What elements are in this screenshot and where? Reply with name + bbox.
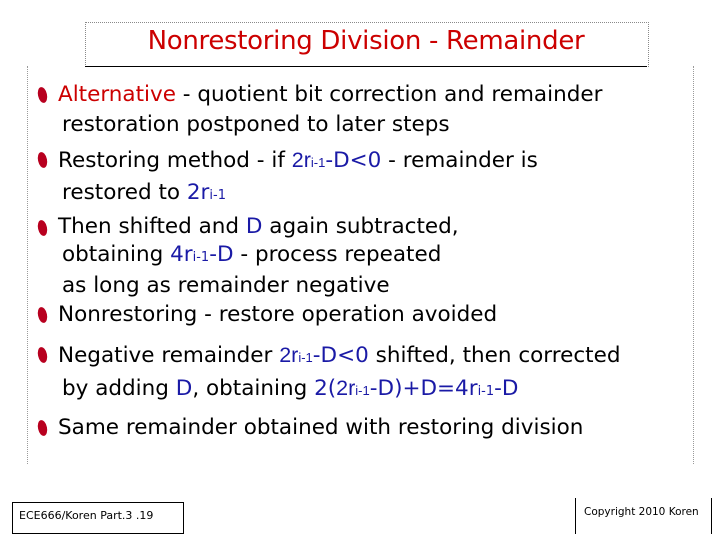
bullet-line: Alternative - quotient bit correction and remainder [58, 82, 603, 107]
bullet-marker-icon [36, 306, 48, 324]
footer-copyright-box [575, 498, 712, 534]
footer-course-label: ECE666/Koren Part.3 .19 [19, 509, 154, 522]
bullet-line: Negative remainder 2ri-1-D<0 shifted, then corrected [58, 343, 621, 368]
bullet-marker-icon [36, 419, 48, 437]
bullet-nonrestoring [36, 300, 696, 330]
bullet-marker-icon [36, 151, 48, 169]
bullet-same-remainder [36, 413, 696, 443]
bullet-marker-icon [36, 219, 48, 237]
bullet-line: restored to 2ri-1 [62, 180, 226, 205]
bullet-negative-remainder [36, 340, 696, 407]
bullet-marker-icon [36, 346, 48, 364]
bullet-line: by adding D, obtaining 2(2ri-1-D)+D=4ri-1-D [62, 376, 519, 401]
bullet-then-shifted [36, 213, 696, 300]
bullet-restoring-method [36, 145, 696, 211]
bullet-line: Nonrestoring - restore operation avoided [58, 302, 498, 327]
bullet-line: restoration postponed to later steps [62, 112, 450, 137]
title-underline [85, 66, 647, 67]
footer-copyright: Copyright 2010 Koren [584, 506, 699, 518]
bullet-marker-icon [36, 86, 48, 104]
bullet-line: obtaining 4ri-1-D - process repeated [62, 242, 442, 267]
bullet-list [36, 80, 696, 443]
frame-left-border [27, 66, 28, 464]
bullet-line: as long as remainder negative [62, 273, 390, 298]
bullet-line: Then shifted and D again subtracted, [58, 214, 459, 239]
bullet-line: Restoring method - if 2ri-1-D<0 - remainder is [58, 148, 538, 173]
bullet-line: Same remainder obtained with restoring division [58, 415, 584, 440]
bullet-alternative [36, 80, 696, 140]
slide-title: Nonrestoring Division - Remainder [147, 26, 585, 56]
footer-course-box [12, 502, 184, 534]
